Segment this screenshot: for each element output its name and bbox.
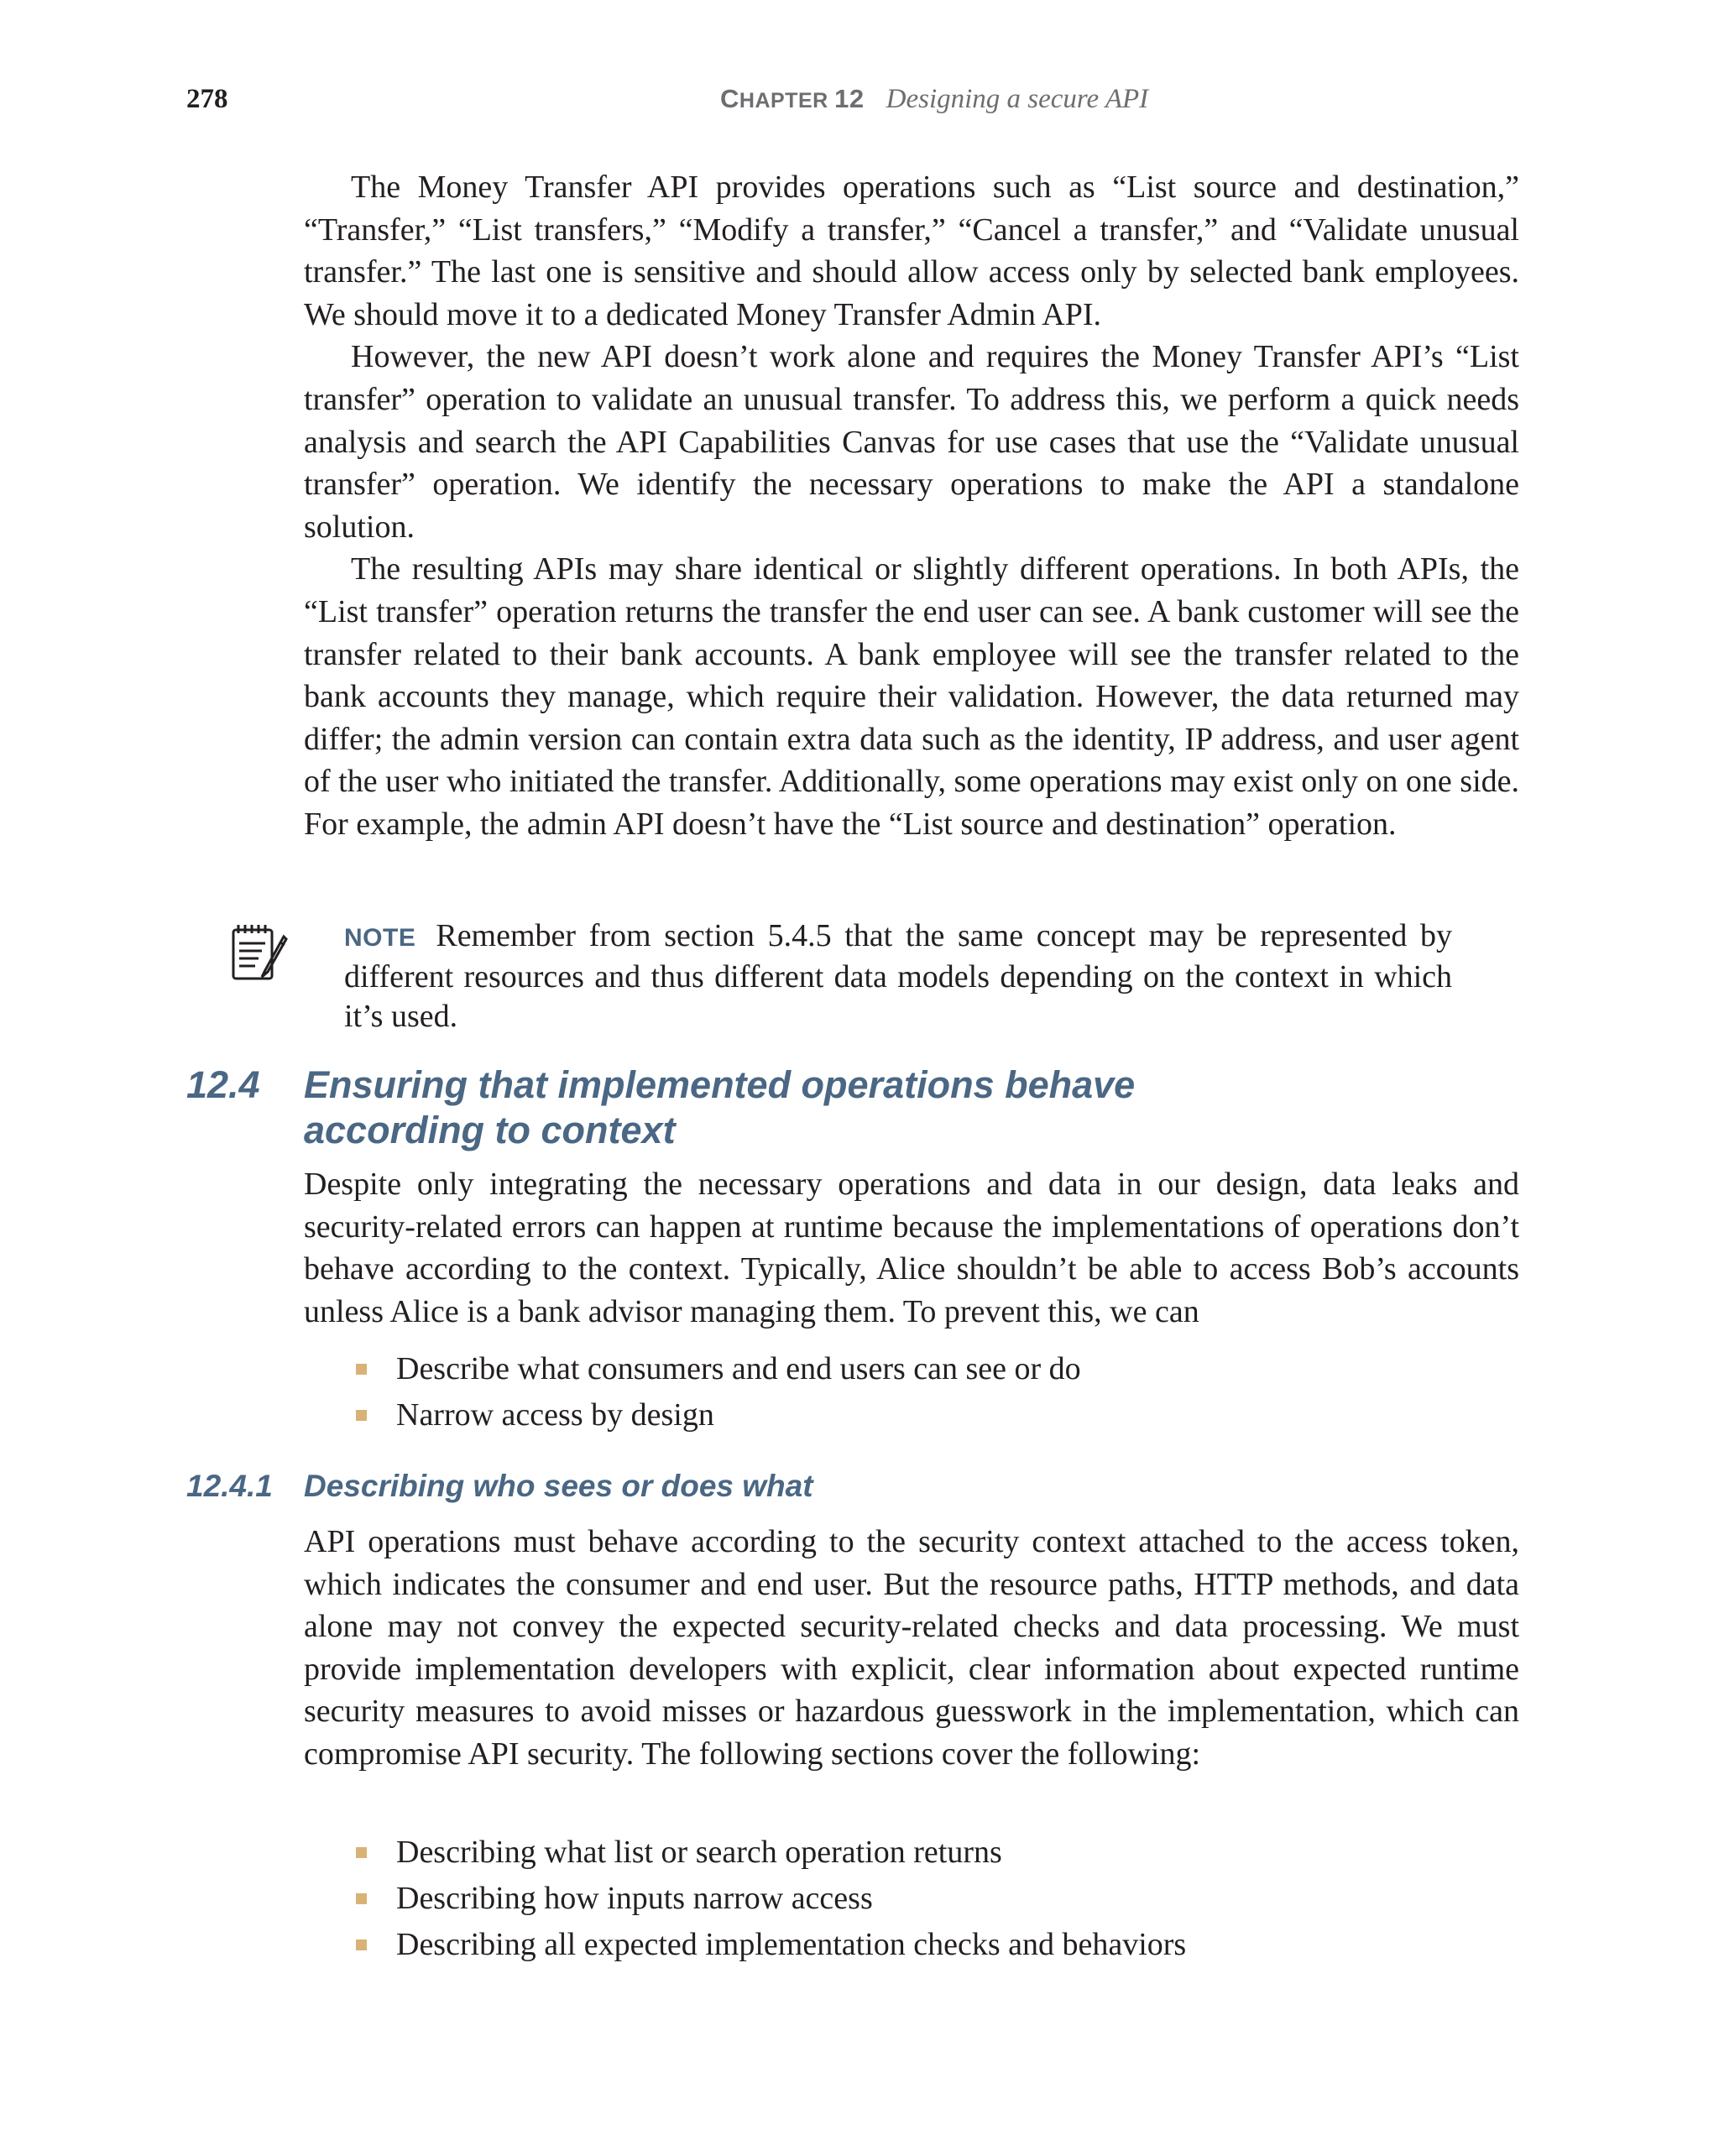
- square-bullet-icon: [356, 1939, 367, 1950]
- square-bullet-icon: [356, 1847, 367, 1858]
- subsection-title: Describing who sees or does what: [304, 1469, 813, 1503]
- list-item: [356, 1392, 1081, 1438]
- paragraph: Despite only integrating the necessary operations and data in our design, data leaks and security-related errors can happen at runtime because the implementations of operations don’t behave according to the context. Typically, Alice shouldn’t be able to access Bob’s accounts unless Alice is a bank advisor managing them. To prevent this, we can: [304, 1167, 1519, 1329]
- running-head: [720, 81, 1148, 119]
- square-bullet-icon: [356, 1364, 367, 1375]
- list-item-text: Narrow access by design: [396, 1397, 714, 1433]
- section-title-line: Ensuring that implemented operations behave: [304, 1063, 1136, 1106]
- list-item-text: Describing what list or search operation returns: [396, 1835, 1002, 1870]
- section-12-4-text: [304, 1163, 1519, 1333]
- list-item-text: Describe what consumers and end users can see or do: [396, 1351, 1081, 1386]
- bullet-list: [356, 1830, 1186, 1968]
- square-bullet-icon: [356, 1893, 367, 1904]
- bullet-list: [356, 1346, 1081, 1438]
- chapter-number: 12: [834, 84, 865, 113]
- list-item: [356, 1830, 1186, 1876]
- paragraph: API operations must behave according to the security context attached to the access token, which indicates the consumer and end user. But the resource paths, HTTP methods, and data alone may not convey the expected security-related checks and data processing. We must provide implementation developers with explicit, clear information about expected runtime security measures to avoid misses or hazardous guesswork in the implementation, which can compromise API security. The following sections cover the following:: [304, 1524, 1519, 1772]
- section-title-line: according to context: [304, 1109, 676, 1151]
- paragraph: However, the new API doesn’t work alone and requires the Money Transfer API’s “List transfer” operation to validate an unusual transfer. To address this, we perform a quick needs analysis and search the API Capabilities Canvas for use cases that use the “Validate unusual transfer” operation. We identify the necessary operations to make the API a standalone solution.: [304, 339, 1519, 545]
- chapter-title: Designing a secure API: [886, 84, 1149, 114]
- list-item: [356, 1346, 1081, 1392]
- list-item: [356, 1876, 1186, 1922]
- paragraph: The resulting APIs may share identical or slightly different operations. In both APIs, the “List transfer” operation returns the transfer the end user can see. A bank customer will see the transfer related to their bank accounts. A bank employee will see the transfer related to the bank accounts they manage, which require their validation. However, the data returned may differ; the admin version can contain extra data such as the identity, IP address, and user agent of the user who initiated the transfer. Additionally, some operations may exist only on one side. For example, the admin API doesn’t have the “List source and destination” operation.: [304, 551, 1519, 842]
- note-label: NOTE: [344, 924, 416, 952]
- section-number: 12.4: [186, 1063, 260, 1106]
- list-item-text: Describing all expected implementation checks and behaviors: [396, 1927, 1187, 1962]
- list-item-text: Describing how inputs narrow access: [396, 1881, 873, 1916]
- notepad-pencil-icon: [228, 921, 290, 985]
- page-number: 278: [186, 84, 228, 114]
- chapter-label-initial: C: [720, 84, 739, 113]
- chapter-label-rest: HAPTER: [739, 89, 828, 112]
- intro-text: [304, 166, 1519, 846]
- note-block: [344, 916, 1452, 1036]
- section-title: [304, 1062, 1395, 1153]
- section-12-4-1-text: [304, 1521, 1519, 1776]
- list-item: [356, 1922, 1186, 1968]
- paragraph: The Money Transfer API provides operations such as “List source and destination,” “Transfer,” “List transfers,” “Modify a transfer,” “Cancel a transfer,” and “Validate unusual transfer.” The last one is sensitive and should allow access only by selected bank employees. We should move it to a dedicated Money Transfer Admin API.: [304, 170, 1519, 332]
- note-text: Remember from section 5.4.5 that the same concept may be represented by different resources and thus different data models depending on the context in which it’s used.: [344, 918, 1452, 1034]
- chapter-label: [720, 84, 865, 113]
- subsection-number: 12.4.1: [186, 1469, 273, 1503]
- square-bullet-icon: [356, 1410, 367, 1421]
